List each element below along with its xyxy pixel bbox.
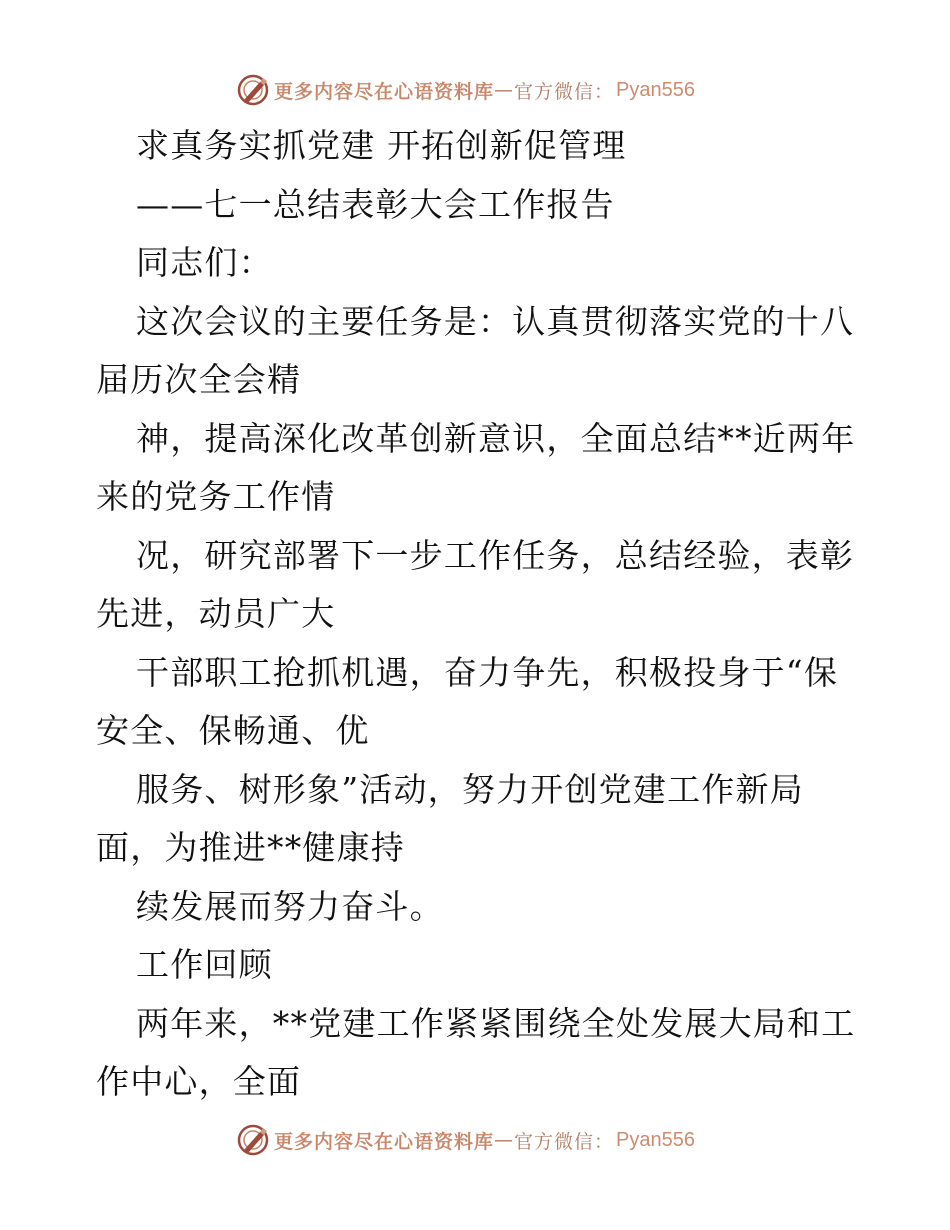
text-line: 同志们： xyxy=(136,243,273,282)
text-line: 面，为推进**健康持 xyxy=(96,828,405,867)
text-line: 作中心，全面 xyxy=(96,1062,302,1101)
header-watermark xyxy=(236,72,695,108)
text-line: 届历次全会精 xyxy=(96,360,302,399)
text-line: 求真务实抓党建 开拓创新促管理 xyxy=(136,126,627,165)
watermark-wechat-id: Pyan556 xyxy=(616,1128,695,1151)
watermark-separator: — xyxy=(494,79,515,101)
text-line: 续发展而努力奋斗。 xyxy=(136,886,444,926)
text-line: 安全、保畅通、优 xyxy=(96,711,370,750)
footer-watermark xyxy=(236,1122,695,1158)
watermark-brand-text: 更多内容尽在心语资料库 xyxy=(274,80,495,103)
text-line: 先进，动员广大 xyxy=(96,594,336,633)
watermark-wechat-label: 官方微信： xyxy=(514,1130,615,1153)
text-line: 来的党务工作情 xyxy=(96,477,336,516)
text-line: 工作回顾 xyxy=(136,945,273,984)
watermark-wechat-id: Pyan556 xyxy=(616,78,695,101)
watermark-brand-text: 更多内容尽在心语资料库 xyxy=(274,1130,495,1153)
text-line: 干部职工抢抓机遇，奋力争先，积极投身于“保 xyxy=(136,652,839,692)
text-line: 神，提高深化改革创新意识，全面总结**近两年 xyxy=(136,418,856,458)
pen-logo-icon xyxy=(236,1123,270,1157)
text-line: ——七一总结表彰大会工作报告 xyxy=(136,184,615,224)
watermark-wechat-label: 官方微信： xyxy=(514,80,615,103)
watermark-separator: — xyxy=(494,1129,515,1151)
text-line: 这次会议的主要任务是：认真贯彻落实党的十八 xyxy=(136,301,855,341)
pen-logo-icon xyxy=(236,73,270,107)
text-line: 两年来，**党建工作紧紧围绕全处发展大局和工 xyxy=(136,1003,856,1043)
document-body xyxy=(96,117,866,1112)
text-line: 况，研究部署下一步工作任务，总结经验，表彰 xyxy=(136,535,855,575)
text-line: 服务、树形象”活动，努力开创党建工作新局 xyxy=(136,769,804,809)
